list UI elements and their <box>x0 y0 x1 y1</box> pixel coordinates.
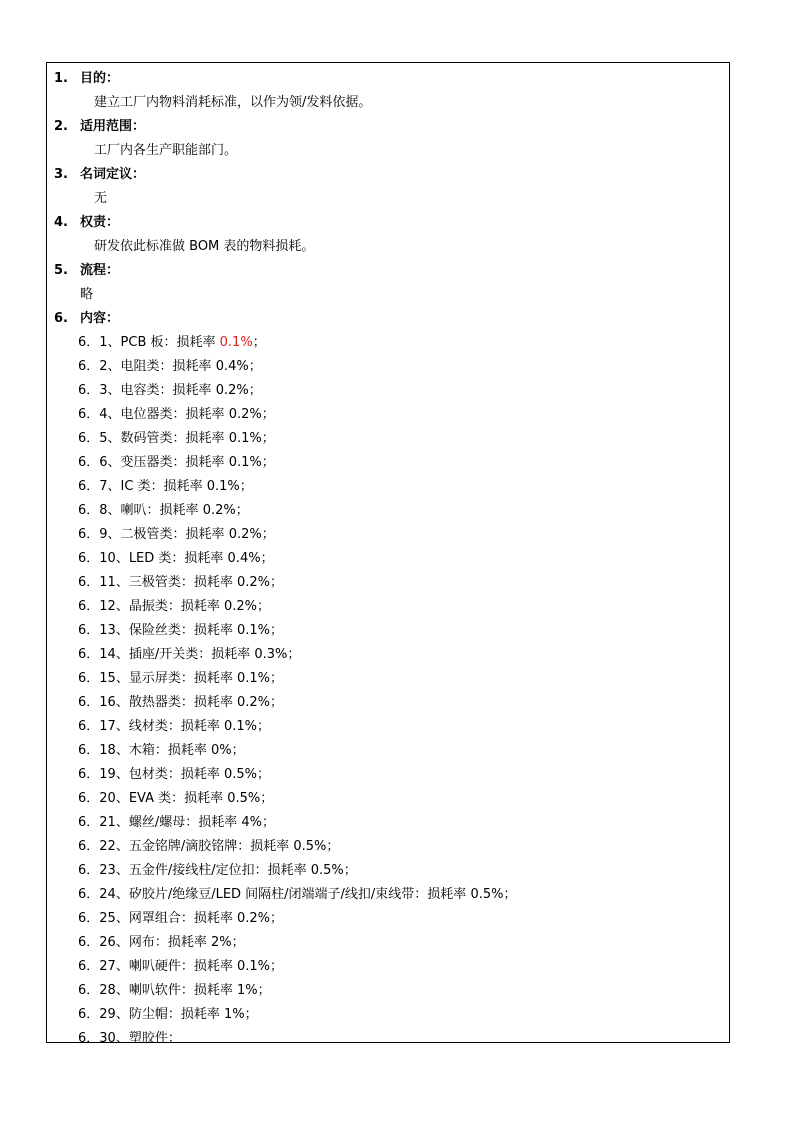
item-rate: 4% <box>241 815 262 830</box>
item-label: 6．15、显示屏类：损耗率 <box>78 671 237 686</box>
item-rate: 0.5% <box>470 887 504 902</box>
item-label: 6．9、二极管类：损耗率 <box>78 527 229 542</box>
item-label: 6．22、五金铭牌/滴胶铭牌：损耗率 <box>78 839 294 854</box>
item-label: 6．5、数码管类：损耗率 <box>78 431 229 446</box>
item-rate: 1% <box>236 983 258 998</box>
item-terminator: ； <box>257 983 271 998</box>
section-title: 内容： <box>80 311 120 326</box>
item-label: 6．24、矽胶片/绝缘豆/LED 间隔柱/闭端端子/线扣/束线带：损耗率 <box>78 887 471 902</box>
item-terminator: ； <box>269 671 283 686</box>
section-number: 4. <box>54 215 68 230</box>
item-terminator: ； <box>343 863 357 878</box>
item-label: 6．13、保险丝类：损耗率 <box>78 623 237 638</box>
section-body-purpose: 建立工厂内物料消耗标准，以作为领/发料依据。 <box>94 95 372 110</box>
item-rate: 0.4% <box>215 359 249 374</box>
section-number: 6. <box>54 311 68 326</box>
loss-rate-list <box>47 331 729 1051</box>
item-terminator: ； <box>235 503 249 518</box>
loss-rate-item <box>47 835 729 859</box>
item-rate: 2% <box>210 935 232 950</box>
item-terminator: ； <box>261 455 275 470</box>
item-terminator: ； <box>269 695 283 710</box>
item-terminator: ； <box>269 575 283 590</box>
item-rate: 0.1% <box>236 623 270 638</box>
section-title: 流程： <box>80 263 120 278</box>
item-terminator: ； <box>269 911 283 926</box>
item-terminator: ； <box>252 335 266 350</box>
item-terminator: ； <box>326 839 340 854</box>
item-label: 6．18、木箱：损耗率 <box>78 743 211 758</box>
section-title: 适用范围： <box>80 119 146 134</box>
item-label: 6．14、插座/开关类：损耗率 <box>78 647 255 662</box>
section-title: 名词定议： <box>80 167 146 182</box>
section-heading-scope <box>47 115 729 139</box>
section-heading-process <box>47 259 729 283</box>
item-label: 6．6、变压器类：损耗率 <box>78 455 229 470</box>
loss-rate-item <box>47 523 729 547</box>
item-label: 6．4、电位器类：损耗率 <box>78 407 229 422</box>
item-rate: 0.1% <box>236 959 270 974</box>
loss-rate-item <box>47 787 729 811</box>
item-label: 6．17、线材类：损耗率 <box>78 719 224 734</box>
loss-rate-item <box>47 907 729 931</box>
loss-rate-item <box>47 475 729 499</box>
item-label: 6．26、网布：损耗率 <box>78 935 211 950</box>
item-rate: 0.2% <box>228 407 262 422</box>
item-rate: 0.1% <box>223 719 257 734</box>
loss-rate-item <box>47 883 729 907</box>
item-terminator: ； <box>248 383 262 398</box>
section-title: 目的： <box>80 71 120 86</box>
loss-rate-item <box>47 859 729 883</box>
item-rate: 0.2% <box>202 503 236 518</box>
loss-rate-item <box>47 619 729 643</box>
section-number: 5. <box>54 263 68 278</box>
document-frame <box>46 62 730 1046</box>
document-content <box>47 67 729 1051</box>
item-terminator: ； <box>261 407 275 422</box>
item-label: 6．3、电容类：损耗率 <box>78 383 216 398</box>
item-rate: 0.2% <box>228 527 262 542</box>
item-terminator: ； <box>256 719 270 734</box>
item-rate: 0.2% <box>236 911 270 926</box>
loss-rate-item <box>47 1027 729 1051</box>
item-label: 6．29、防尘帽：损耗率 <box>78 1007 224 1022</box>
loss-rate-item <box>47 427 729 451</box>
item-label: 6．12、晶振类：损耗率 <box>78 599 224 614</box>
item-label: 6．11、三极管类：损耗率 <box>78 575 237 590</box>
item-label: 6．10、LED 类：损耗率 <box>78 551 228 566</box>
item-label: 6．20、EVA 类：损耗率 <box>78 791 228 806</box>
loss-rate-item <box>47 811 729 835</box>
item-rate: 0.5% <box>227 791 261 806</box>
section-number: 3. <box>54 167 68 182</box>
item-terminator: ； <box>231 935 245 950</box>
section-body-responsibility: 研发依此标准做 BOM 表的物料损耗。 <box>94 239 315 254</box>
section-body-process: 略 <box>80 287 94 302</box>
loss-rate-item <box>47 667 729 691</box>
item-rate: 0.1% <box>236 671 270 686</box>
section-body-definitions: 无 <box>94 191 108 206</box>
loss-rate-item <box>47 403 729 427</box>
loss-rate-item <box>47 1003 729 1027</box>
item-terminator: ； <box>231 743 245 758</box>
item-rate: 0.1% <box>206 479 240 494</box>
item-rate: 0.4% <box>227 551 261 566</box>
item-terminator: ； <box>261 815 275 830</box>
item-label: 6．30、塑胶件： <box>78 1031 181 1046</box>
loss-rate-item <box>47 379 729 403</box>
loss-rate-item <box>47 643 729 667</box>
loss-rate-item <box>47 931 729 955</box>
item-rate: 0.2% <box>215 383 249 398</box>
item-label: 6．16、散热器类：损耗率 <box>78 695 237 710</box>
loss-rate-item <box>47 955 729 979</box>
loss-rate-item <box>47 499 729 523</box>
item-terminator: ； <box>269 623 283 638</box>
section-heading-content <box>47 307 729 331</box>
item-label: 6．2、电阻类：损耗率 <box>78 359 216 374</box>
loss-rate-item <box>47 355 729 379</box>
item-terminator: ； <box>261 431 275 446</box>
item-label: 6．8、喇叭：损耗率 <box>78 503 203 518</box>
item-label: 6．7、IC 类：损耗率 <box>78 479 207 494</box>
loss-rate-item <box>47 691 729 715</box>
item-terminator: ； <box>503 887 517 902</box>
item-label: 6．28、喇叭软件：损耗率 <box>78 983 237 998</box>
item-terminator: ； <box>260 551 274 566</box>
section-heading-purpose <box>47 67 729 91</box>
section-heading-responsibility <box>47 211 729 235</box>
loss-rate-item <box>47 715 729 739</box>
item-rate: 0.5% <box>310 863 344 878</box>
item-terminator: ； <box>260 791 274 806</box>
section-number: 1. <box>54 71 68 86</box>
item-label: 6．21、螺丝/螺母：损耗率 <box>78 815 242 830</box>
item-rate: 0.5% <box>293 839 327 854</box>
section-body-scope: 工厂内各生产职能部门。 <box>94 143 238 158</box>
item-rate: 0.1% <box>228 431 262 446</box>
item-label: 6．1、PCB 板：损耗率 <box>78 335 220 350</box>
item-label: 6．27、喇叭硬件：损耗率 <box>78 959 237 974</box>
item-rate: 0.2% <box>236 695 270 710</box>
item-label: 6．19、包材类：损耗率 <box>78 767 224 782</box>
item-rate: 0.2% <box>236 575 270 590</box>
loss-rate-item <box>47 739 729 763</box>
item-rate: 0% <box>210 743 232 758</box>
item-terminator: ； <box>239 479 253 494</box>
section-title: 权责： <box>80 215 120 230</box>
item-terminator: ； <box>244 1007 258 1022</box>
loss-rate-item <box>47 451 729 475</box>
item-terminator: ； <box>261 527 275 542</box>
loss-rate-item <box>47 571 729 595</box>
loss-rate-item <box>47 979 729 1003</box>
item-label: 6．23、五金件/接线柱/定位扣：损耗率 <box>78 863 311 878</box>
item-rate: 0.2% <box>223 599 257 614</box>
item-terminator: ； <box>248 359 262 374</box>
item-rate: 0.3% <box>254 647 288 662</box>
section-number: 2. <box>54 119 68 134</box>
loss-rate-item <box>47 547 729 571</box>
item-terminator: ； <box>287 647 301 662</box>
item-rate: 0.1% <box>219 335 253 350</box>
item-terminator: ； <box>256 767 270 782</box>
loss-rate-item <box>47 331 729 355</box>
item-rate: 1% <box>223 1007 245 1022</box>
section-heading-definitions <box>47 163 729 187</box>
item-label: 6．25、网罩组合：损耗率 <box>78 911 237 926</box>
loss-rate-item <box>47 763 729 787</box>
item-rate: 0.5% <box>223 767 257 782</box>
item-rate: 0.1% <box>228 455 262 470</box>
loss-rate-item <box>47 595 729 619</box>
item-terminator: ； <box>269 959 283 974</box>
item-terminator: ； <box>256 599 270 614</box>
